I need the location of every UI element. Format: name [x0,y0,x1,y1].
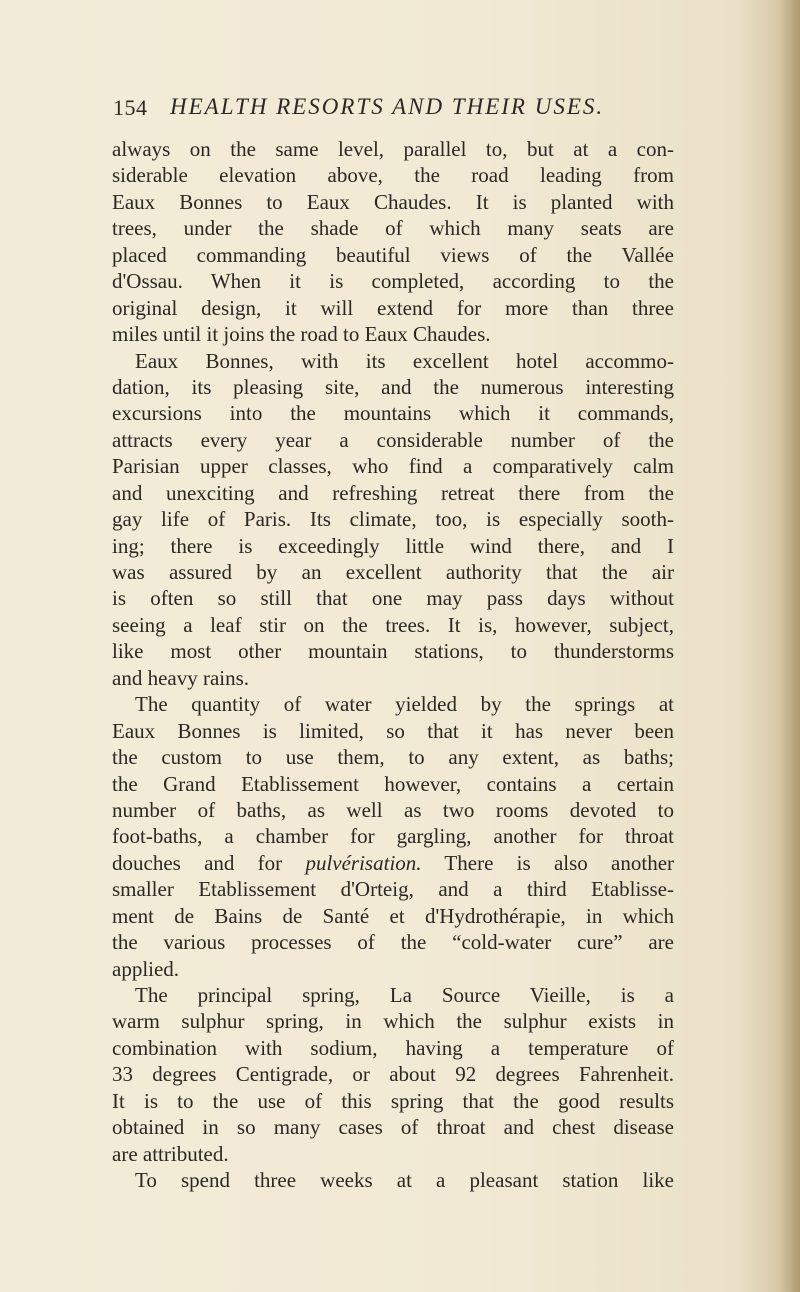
text-line: dation, its pleasing site, and the numerous interesting [112,374,674,399]
text-line: ing; there is exceedingly little wind there, and I [112,533,674,558]
text-line: excursions into the mountains which it commands, [112,401,674,426]
text-line: the custom to use them, to any extent, as baths; [112,745,674,770]
text-line: miles until it joins the road to Eaux Chaudes. [112,322,491,347]
text-line: are attributed. [112,1141,229,1166]
text-line: the Grand Etablissement however, contains a certain [112,771,674,796]
text-line: original design, it will extend for more than three [112,295,674,320]
text-line: gay life of Paris. Its climate, too, is especially sooth- [112,507,674,532]
line-segment: There is also another [421,850,675,875]
page-header [113,90,673,124]
paragraph-start-line: The principal spring, La Source Vieille, is a [135,983,674,1007]
text-line: always on the same level, parallel to, but at a con- [112,137,674,161]
text-line: warm sulphur spring, in which the sulphur exists in [112,1009,674,1034]
text-line: combination with sodium, having a temperature of [112,1035,674,1060]
text-line: It is to the use of this spring that the good results [112,1088,674,1113]
text-line: obtained in so many cases of throat and chest disease [112,1115,674,1140]
text-line: attracts every year a considerable number of the [112,427,674,452]
line-segment: douches and for [112,850,306,875]
text-line: like most other mountain stations, to thunderstorms [112,639,674,664]
text-line: trees, under the shade of which many seats are [112,216,674,241]
text-line-with-italic [112,850,674,876]
text-line: d'Ossau. When it is completed, according to the [112,269,674,294]
running-title: HEALTH RESORTS AND THEIR USES. [170,94,605,119]
text-line: and unexciting and refreshing retreat there from the [112,480,674,505]
paragraph-start-line: The quantity of water yielded by the springs at [135,692,674,717]
text-line: ment de Bains de Santé et d'Hydrothérapie, in which [112,903,674,928]
text-line: applied. [112,956,180,981]
page-number: 154 [113,95,148,120]
text-line: smaller Etablissement d'Orteig, and a third Etablisse- [112,877,674,902]
text-line: the various processes of the “cold-water cure” are [112,930,674,955]
text-line: foot-baths, a chamber for gargling, another for throat [112,824,674,849]
text-line: placed commanding beautiful views of the Vallée [112,242,674,267]
body-text [112,136,674,1194]
text-line: was assured by an excellent authority that the air [112,560,674,584]
text-line: is often so still that one may pass days without [112,586,674,611]
italic-term: pulvérisation. [305,850,422,875]
text-line: number of baths, as well as two rooms devoted to [112,797,674,822]
text-line: Eaux Bonnes to Eaux Chaudes. It is planted with [112,189,674,214]
page-edge-shadow [778,0,800,1292]
text-line: 33 degrees Centigrade, or about 92 degrees Fahrenheit. [112,1062,674,1087]
text-line: seeing a leaf stir on the trees. It is, however, subject, [112,612,674,637]
paragraph-start-line: Eaux Bonnes, with its excellent hotel accommo- [135,348,674,373]
text-line: and heavy rains. [112,665,250,690]
text-line: Eaux Bonnes is limited, so that it has never been [112,718,674,743]
text-line: siderable elevation above, the road leading from [112,163,674,188]
paragraph-start-line: To spend three weeks at a pleasant station like [135,1168,674,1193]
text-line: Parisian upper classes, who find a comparatively calm [112,454,674,479]
